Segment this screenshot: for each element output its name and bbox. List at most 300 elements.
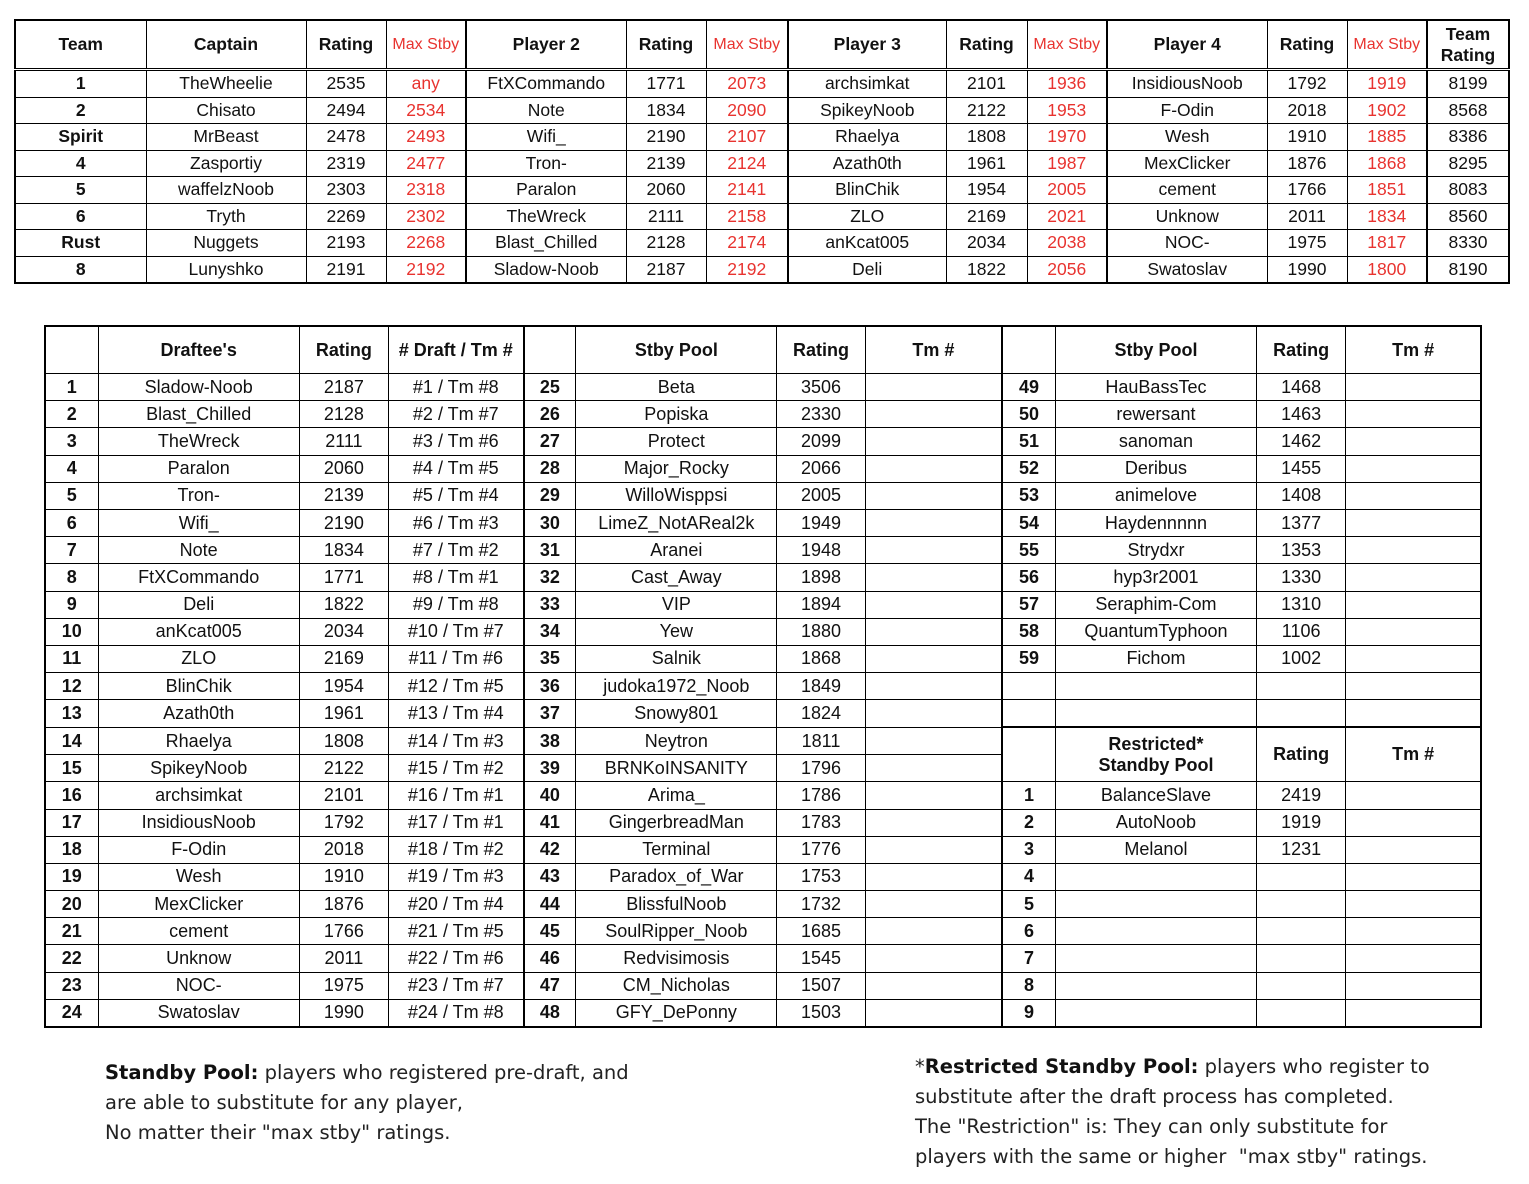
cell-draft-tm: #19 / Tm #3 [388, 863, 523, 890]
cell-team: 5 [15, 177, 146, 204]
cell-draft-tm: #3 / Tm #6 [388, 428, 523, 455]
cell-stby-name: Fichom [1055, 645, 1256, 672]
table-row [45, 645, 1481, 672]
table-row [45, 891, 1481, 918]
cell-tm [1346, 428, 1481, 455]
cell-num: 42 [524, 836, 576, 863]
cell-player-4: InsidiousNoob [1107, 70, 1267, 98]
cell-tm [1346, 591, 1481, 618]
empty-cell [1257, 700, 1346, 728]
cell-num: 3 [45, 428, 98, 455]
header-rating: Rating [626, 20, 706, 70]
cell-tm [865, 564, 1002, 591]
header-player-2: Player 2 [466, 20, 626, 70]
cell-draftee-rating: 2101 [299, 782, 388, 809]
cell-restricted-name [1055, 863, 1256, 890]
cell-draftee-name: Unknow [98, 945, 299, 972]
empty-cell [1055, 700, 1256, 728]
cell-rating: 2319 [306, 150, 386, 177]
empty-cell [1346, 700, 1481, 728]
table-row [45, 564, 1481, 591]
cell-max-stby: 2318 [386, 177, 466, 204]
cell-player-3: Deli [788, 256, 946, 283]
cell-stby-name: judoka1972_Noob [576, 673, 777, 700]
cell-rating: 2060 [626, 177, 706, 204]
cell-draftee-name: SpikeyNoob [98, 755, 299, 782]
header-restricted-standby-pool [1055, 727, 1256, 781]
cell-captain: Zasportiy [146, 150, 306, 177]
cell-stby-rating: 1824 [777, 700, 865, 728]
cell-draftee-rating: 1975 [299, 972, 388, 999]
cell-num: 5 [1002, 891, 1055, 918]
cell-tm [865, 809, 1002, 836]
table-row [45, 972, 1481, 999]
standby-note-text: are able to substitute for any player, [105, 1091, 463, 1114]
cell-num: 7 [1002, 945, 1055, 972]
teams-table-body [15, 70, 1509, 284]
cell-max-stby: 2192 [706, 256, 788, 283]
cell-stby-name: rewersant [1055, 401, 1256, 428]
cell-stby-rating: 1849 [777, 673, 865, 700]
cell-stby-rating: 1462 [1257, 428, 1346, 455]
cell-draftee-name: Tron- [98, 482, 299, 509]
cell-tm [1346, 564, 1481, 591]
cell-draft-tm: #14 / Tm #3 [388, 727, 523, 754]
header-rating: Rating [946, 20, 1027, 70]
cell-num: 4 [1002, 863, 1055, 890]
cell-num: 59 [1002, 645, 1055, 672]
table-row [45, 945, 1481, 972]
cell-rating: 2169 [946, 203, 1027, 230]
cell-tm [1346, 482, 1481, 509]
cell-stby-rating: 1796 [777, 755, 865, 782]
cell-draftee-rating: 1766 [299, 918, 388, 945]
cell-num: 6 [45, 509, 98, 536]
team-row [15, 150, 1509, 177]
cell-restricted-rating [1257, 945, 1346, 972]
cell-tm [1346, 509, 1481, 536]
restricted-note-text: substitute after the draft process has completed. [915, 1085, 1394, 1108]
table-row [45, 618, 1481, 645]
cell-player-2: Wifi_ [466, 124, 626, 151]
cell-stby-name: Terminal [576, 836, 777, 863]
cell-restricted-name: Melanol [1055, 836, 1256, 863]
table-row [45, 809, 1481, 836]
cell-stby-name: WilloWisppsi [576, 482, 777, 509]
table-row [45, 537, 1481, 564]
cell-draft-tm: #16 / Tm #1 [388, 782, 523, 809]
cell-captain: Nuggets [146, 230, 306, 257]
cell-draftee-rating: 2139 [299, 482, 388, 509]
cell-num: 32 [524, 564, 576, 591]
team-row [15, 97, 1509, 124]
cell-stby-name: GingerbreadMan [576, 809, 777, 836]
cell-team: 8 [15, 256, 146, 283]
cell-draftee-rating: 1792 [299, 809, 388, 836]
header-rating: Rating [306, 20, 386, 70]
team-row [15, 230, 1509, 257]
cell-draft-tm: #18 / Tm #2 [388, 836, 523, 863]
cell-num: 26 [524, 401, 576, 428]
cell-draft-tm: #6 / Tm #3 [388, 509, 523, 536]
cell-team-rating: 8386 [1427, 124, 1509, 151]
cell-tm [865, 727, 1002, 754]
header-rating: Rating [1257, 727, 1346, 781]
cell-stby-rating: 1880 [777, 618, 865, 645]
cell-draftee-name: InsidiousNoob [98, 809, 299, 836]
cell-rating: 1961 [946, 150, 1027, 177]
cell-num: 44 [524, 891, 576, 918]
cell-rating: 1771 [626, 70, 706, 98]
cell-max-stby: 2493 [386, 124, 466, 151]
cell-tm [865, 455, 1002, 482]
cell-tm [1346, 918, 1481, 945]
cell-num: 30 [524, 509, 576, 536]
cell-draftee-name: FtXCommando [98, 564, 299, 591]
table-row [45, 401, 1481, 428]
cell-stby-rating: 1310 [1257, 591, 1346, 618]
cell-stby-rating: 1545 [777, 945, 865, 972]
cell-stby-rating: 1783 [777, 809, 865, 836]
cell-num: 34 [524, 618, 576, 645]
cell-max-stby: 1970 [1027, 124, 1107, 151]
empty-cell [1002, 673, 1055, 700]
cell-stby-name: Popiska [576, 401, 777, 428]
cell-num: 54 [1002, 509, 1055, 536]
cell-num: 1 [1002, 782, 1055, 809]
cell-player-4: NOC- [1107, 230, 1267, 257]
header-blank [524, 326, 576, 374]
cell-num: 49 [1002, 374, 1055, 401]
cell-player-3: archsimkat [788, 70, 946, 98]
cell-player-2: Tron- [466, 150, 626, 177]
cell-player-3: Azath0th [788, 150, 946, 177]
cell-stby-name: Protect [576, 428, 777, 455]
table-row [45, 455, 1481, 482]
cell-restricted-name [1055, 972, 1256, 999]
cell-player-2: FtXCommando [466, 70, 626, 98]
cell-max-stby: 2090 [706, 97, 788, 124]
cell-tm [865, 755, 1002, 782]
cell-num: 11 [45, 645, 98, 672]
cell-rating: 2139 [626, 150, 706, 177]
cell-rating: 1954 [946, 177, 1027, 204]
cell-stby-name: QuantumTyphoon [1055, 618, 1256, 645]
cell-num: 28 [524, 455, 576, 482]
cell-max-stby: 1987 [1027, 150, 1107, 177]
cell-max-stby: 1936 [1027, 70, 1107, 98]
cell-num: 4 [45, 455, 98, 482]
cell-stby-rating: 3506 [777, 374, 865, 401]
cell-stby-rating: 2330 [777, 401, 865, 428]
cell-rating: 2535 [306, 70, 386, 98]
cell-stby-rating: 1408 [1257, 482, 1346, 509]
cell-stby-name: Deribus [1055, 455, 1256, 482]
cell-tm [1346, 836, 1481, 863]
cell-team-rating: 8083 [1427, 177, 1509, 204]
cell-max-stby: 2192 [386, 256, 466, 283]
cell-rating: 1766 [1267, 177, 1347, 204]
header-rating: Rating [1267, 20, 1347, 70]
cell-stby-name: Redvisimosis [576, 945, 777, 972]
cell-tm [865, 645, 1002, 672]
cell-num: 22 [45, 945, 98, 972]
cell-tm [865, 482, 1002, 509]
cell-max-stby: 1851 [1347, 177, 1427, 204]
cell-stby-name: animelove [1055, 482, 1256, 509]
restricted-note-asterisk: * [915, 1055, 925, 1078]
cell-max-stby: 2302 [386, 203, 466, 230]
cell-stby-rating: 1455 [1257, 455, 1346, 482]
cell-max-stby: 1953 [1027, 97, 1107, 124]
cell-restricted-rating [1257, 972, 1346, 999]
header-draftees: Draftee's [98, 326, 299, 374]
cell-max-stby: 1885 [1347, 124, 1427, 151]
cell-draftee-rating: 1990 [299, 999, 388, 1027]
cell-stby-rating: 1753 [777, 863, 865, 890]
cell-num: 20 [45, 891, 98, 918]
cell-draftee-name: anKcat005 [98, 618, 299, 645]
header-max-stby: Max Stby [706, 20, 788, 70]
cell-stby-name: Aranei [576, 537, 777, 564]
cell-draft-tm: #13 / Tm #4 [388, 700, 523, 728]
cell-stby-name: Paradox_of_War [576, 863, 777, 890]
cell-num: 40 [524, 782, 576, 809]
cell-restricted-name: BalanceSlave [1055, 782, 1256, 809]
cell-max-stby: 1902 [1347, 97, 1427, 124]
cell-num: 21 [45, 918, 98, 945]
cell-draft-tm: #2 / Tm #7 [388, 401, 523, 428]
cell-draftee-name: MexClicker [98, 891, 299, 918]
cell-stby-rating: 2099 [777, 428, 865, 455]
header-rating: Rating [299, 326, 388, 374]
table-row [45, 782, 1481, 809]
cell-num: 17 [45, 809, 98, 836]
cell-captain: TheWheelie [146, 70, 306, 98]
cell-stby-name: VIP [576, 591, 777, 618]
cell-rating: 1910 [1267, 124, 1347, 151]
cell-num: 15 [45, 755, 98, 782]
cell-num: 24 [45, 999, 98, 1027]
header-max-stby: Max Stby [1027, 20, 1107, 70]
cell-stby-rating: 1948 [777, 537, 865, 564]
cell-num: 39 [524, 755, 576, 782]
cell-tm [865, 374, 1002, 401]
team-row [15, 124, 1509, 151]
cell-draftee-rating: 1961 [299, 700, 388, 728]
cell-player-4: Swatoslav [1107, 256, 1267, 283]
cell-restricted-name: AutoNoob [1055, 809, 1256, 836]
cell-stby-name: Salnik [576, 645, 777, 672]
cell-tm [865, 673, 1002, 700]
cell-num: 9 [1002, 999, 1055, 1027]
cell-draftee-rating: 2122 [299, 755, 388, 782]
header-blank [45, 326, 98, 374]
cell-rating: 2101 [946, 70, 1027, 98]
restricted-note-text: The "Restriction" is: They can only substitute for [915, 1115, 1388, 1138]
cell-stby-rating: 1353 [1257, 537, 1346, 564]
cell-player-3: BlinChik [788, 177, 946, 204]
cell-rating: 2011 [1267, 203, 1347, 230]
cell-num: 48 [524, 999, 576, 1027]
cell-draft-tm: #5 / Tm #4 [388, 482, 523, 509]
cell-draft-tm: #1 / Tm #8 [388, 374, 523, 401]
empty-cell [1055, 673, 1256, 700]
cell-stby-rating: 2066 [777, 455, 865, 482]
cell-stby-rating: 1503 [777, 999, 865, 1027]
cell-rating: 2122 [946, 97, 1027, 124]
cell-captain: Tryth [146, 203, 306, 230]
cell-draft-tm: #12 / Tm #5 [388, 673, 523, 700]
cell-tm [1346, 999, 1481, 1027]
cell-max-stby: 2056 [1027, 256, 1107, 283]
table-row [45, 918, 1481, 945]
cell-captain: waffelzNoob [146, 177, 306, 204]
cell-tm [865, 836, 1002, 863]
cell-captain: Lunyshko [146, 256, 306, 283]
cell-team: Spirit [15, 124, 146, 151]
cell-captain: MrBeast [146, 124, 306, 151]
table-row [45, 863, 1481, 890]
cell-max-stby: 2141 [706, 177, 788, 204]
cell-num: 51 [1002, 428, 1055, 455]
draft-table [44, 325, 1482, 1028]
cell-draft-tm: #23 / Tm #7 [388, 972, 523, 999]
cell-num: 53 [1002, 482, 1055, 509]
cell-num: 12 [45, 673, 98, 700]
cell-draftee-rating: 1876 [299, 891, 388, 918]
cell-num: 35 [524, 645, 576, 672]
cell-draftee-rating: 1954 [299, 673, 388, 700]
restricted-note-text: players with the same or higher "max stby" ratings. [915, 1145, 1428, 1168]
cell-draftee-name: Blast_Chilled [98, 401, 299, 428]
restricted-pool-note [915, 1052, 1515, 1172]
cell-num: 55 [1002, 537, 1055, 564]
cell-tm [865, 618, 1002, 645]
table-row [45, 509, 1481, 536]
cell-team-rating: 8199 [1427, 70, 1509, 98]
cell-player-3: Rhaelya [788, 124, 946, 151]
cell-draft-tm: #24 / Tm #8 [388, 999, 523, 1027]
cell-max-stby: 2021 [1027, 203, 1107, 230]
cell-num: 25 [524, 374, 576, 401]
cell-draftee-rating: 1808 [299, 727, 388, 754]
table-row [45, 428, 1481, 455]
cell-stby-rating: 1330 [1257, 564, 1346, 591]
cell-team: 4 [15, 150, 146, 177]
cell-tm [1346, 537, 1481, 564]
cell-stby-name: Yew [576, 618, 777, 645]
cell-draftee-rating: 1834 [299, 537, 388, 564]
cell-num: 31 [524, 537, 576, 564]
cell-num: 57 [1002, 591, 1055, 618]
cell-max-stby: 2174 [706, 230, 788, 257]
cell-num: 37 [524, 700, 576, 728]
cell-draftee-name: ZLO [98, 645, 299, 672]
cell-stby-name: Cast_Away [576, 564, 777, 591]
cell-draft-tm: #8 / Tm #1 [388, 564, 523, 591]
cell-draftee-rating: 2111 [299, 428, 388, 455]
cell-draft-tm: #7 / Tm #2 [388, 537, 523, 564]
cell-team: 1 [15, 70, 146, 98]
header-tm: Tm # [1346, 326, 1481, 374]
cell-player-2: Note [466, 97, 626, 124]
team-row [15, 203, 1509, 230]
cell-stby-rating: 1868 [777, 645, 865, 672]
header-captain: Captain [146, 20, 306, 70]
cell-tm [865, 972, 1002, 999]
cell-num: 10 [45, 618, 98, 645]
cell-num: 36 [524, 673, 576, 700]
cell-num: 29 [524, 482, 576, 509]
cell-max-stby: 2107 [706, 124, 788, 151]
cell-stby-name: SoulRipper_Noob [576, 918, 777, 945]
cell-stby-rating: 1894 [777, 591, 865, 618]
table-row [45, 591, 1481, 618]
cell-draftee-name: Wesh [98, 863, 299, 890]
cell-num: 2 [1002, 809, 1055, 836]
cell-num: 8 [45, 564, 98, 591]
cell-draftee-name: TheWreck [98, 428, 299, 455]
restricted-note-text: players who register to [1198, 1055, 1430, 1078]
cell-draftee-rating: 1822 [299, 591, 388, 618]
cell-rating: 2193 [306, 230, 386, 257]
cell-stby-rating: 1949 [777, 509, 865, 536]
cell-stby-name: Neytron [576, 727, 777, 754]
table-row [45, 836, 1481, 863]
cell-restricted-rating [1257, 863, 1346, 890]
cell-num: 6 [1002, 918, 1055, 945]
teams-table-header [15, 20, 1509, 70]
cell-team: 6 [15, 203, 146, 230]
cell-tm [865, 401, 1002, 428]
empty-cell [1346, 673, 1481, 700]
cell-stby-name: Seraphim-Com [1055, 591, 1256, 618]
team-row [15, 177, 1509, 204]
cell-max-stby: 2038 [1027, 230, 1107, 257]
cell-stby-rating: 1732 [777, 891, 865, 918]
cell-restricted-rating: 1919 [1257, 809, 1346, 836]
header-blank [1002, 326, 1055, 374]
cell-stby-rating: 1002 [1257, 645, 1346, 672]
draft-table-header [45, 326, 1481, 374]
cell-tm [865, 782, 1002, 809]
cell-stby-name: BlissfulNoob [576, 891, 777, 918]
cell-max-stby: 2477 [386, 150, 466, 177]
header-rating: Rating [1257, 326, 1346, 374]
cell-rating: 1990 [1267, 256, 1347, 283]
cell-draftee-rating: 2060 [299, 455, 388, 482]
cell-draftee-name: Paralon [98, 455, 299, 482]
cell-tm [865, 591, 1002, 618]
team-row [15, 256, 1509, 283]
cell-player-4: MexClicker [1107, 150, 1267, 177]
cell-rating: 2128 [626, 230, 706, 257]
cell-team-rating: 8190 [1427, 256, 1509, 283]
cell-num: 56 [1002, 564, 1055, 591]
restricted-note-label: Restricted Standby Pool: [924, 1055, 1199, 1078]
cell-num: 5 [45, 482, 98, 509]
cell-tm [865, 891, 1002, 918]
cell-stby-name: Beta [576, 374, 777, 401]
table-row [45, 374, 1481, 401]
cell-num: 16 [45, 782, 98, 809]
cell-stby-name: Major_Rocky [576, 455, 777, 482]
cell-tm [865, 700, 1002, 728]
cell-draftee-rating: 2128 [299, 401, 388, 428]
cell-stby-rating: 1463 [1257, 401, 1346, 428]
cell-num: 52 [1002, 455, 1055, 482]
